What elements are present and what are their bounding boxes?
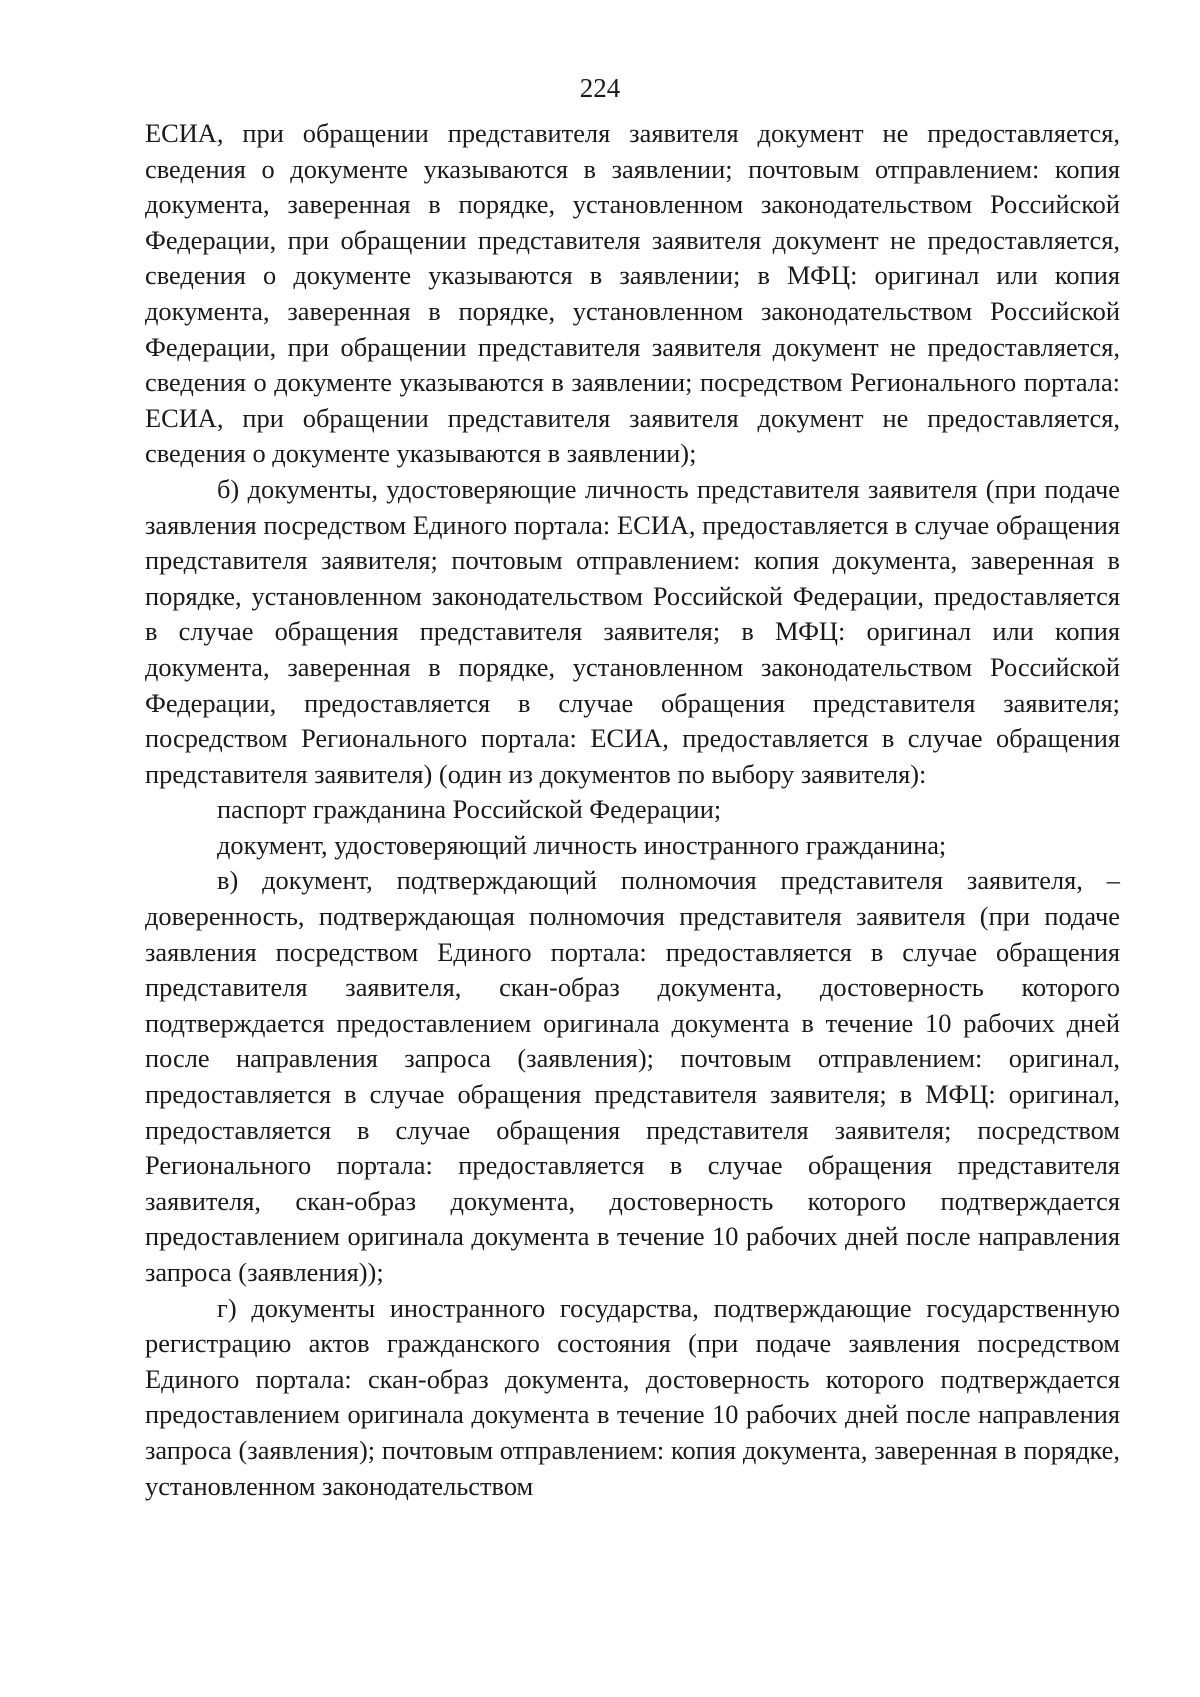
paragraph-g-foreign-documents: г) документы иностранного государства, подтверждающие государственную регистрацию актов гражданского состояния (при подаче заявления посредством Единого портала: скан-образ документа, достоверность которого подтверждается предоставлением оригинала документа в течение 10 рабочих дней после направления запроса (заявления); почтовым отправлением: копия документа, заверенная в порядке, установленном законодательством — [145, 1292, 1120, 1501]
document-body — [145, 116, 1120, 1504]
paragraph-esia-continuation: ЕСИА, при обращении представителя заявителя документ не предоставляется, сведения о документе указываются в заявлении; почтовым отправлением: копия документа, заверенная в порядке, установленном законодательством Российской Федерации, при обращении представителя заявителя документ не предоставляется, сведения о документе указываются в заявлении; в МФЦ: оригинал или копия документа, заверенная в порядке, установленном законодательством Российской Федерации, при обращении представителя заявителя документ не предоставляется, сведения о документе указываются в заявлении; посредством Регионального портала: ЕСИА, при обращении представителя заявителя документ не предоставляется, сведения о документе указываются в заявлении); — [145, 118, 1120, 469]
list-item-foreign-id: документ, удостоверяющий личность иностранного гражданина; — [217, 829, 947, 860]
paragraph-b-identity-documents: б) документы, удостоверяющие личность представителя заявителя (при подаче заявления посредством Единого портала: ЕСИА, предоставляется в случае обращения представителя заявителя; почтовым отправлением: копия документа, заверенная в порядке, установленном законодательством Российской Федерации, предоставляется в случае обращения представителя заявителя; в МФЦ: оригинал или копия документа, заверенная в порядке, установленном законодательством Российской Федерации, предоставляется в случае обращения представителя заявителя; посредством Регионального портала: ЕСИА, предоставляется в случае обращения представителя заявителя) (один из документов по выбору заявителя): — [145, 473, 1120, 789]
page-number: 224 — [579, 73, 621, 103]
paragraph-v-power-of-attorney: в) документ, подтверждающий полномочия представителя заявителя, – доверенность, подтверждающая полномочия представителя заявителя (при подаче заявления посредством Единого портала: предоставляется в случае обращения представителя заявителя, скан-образ документа, достоверность которого подтверждается предоставлением оригинала документа в течение 10 рабочих дней после направления запроса (заявления); почтовым отправлением: оригинал, предоставляется в случае обращения представителя заявителя; в МФЦ: оригинал, предоставляется в случае обращения представителя заявителя; посредством Регионального портала: предоставляется в случае обращения представителя заявителя, скан-образ документа, достоверность которого подтверждается предоставлением оригинала документа в течение 10 рабочих дней после направления запроса (заявления)); — [145, 865, 1120, 1287]
list-item-passport: паспорт гражданина Российской Федерации; — [217, 794, 722, 825]
